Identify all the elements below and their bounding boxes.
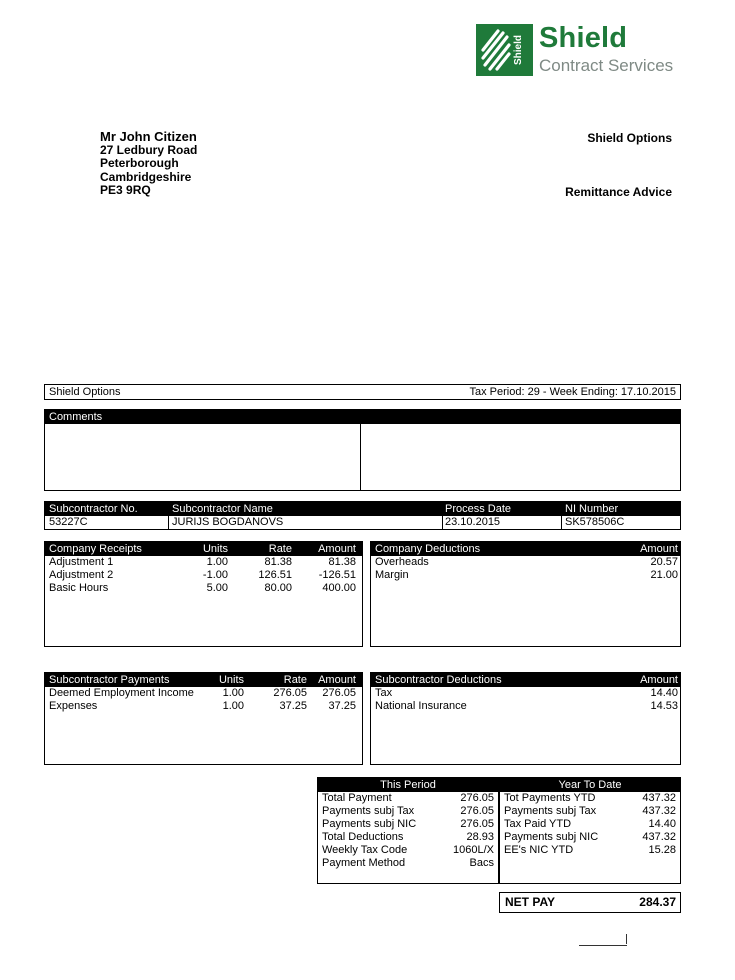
table-row — [500, 831, 680, 844]
table-row — [371, 569, 680, 582]
table-cell: Basic Hours — [49, 582, 109, 594]
shield-logo-mark-icon — [476, 24, 533, 76]
logo-vertical-text: Shield — [513, 34, 524, 66]
table-cell: Weekly Tax Code — [322, 844, 408, 856]
table-cell: 1060L/X — [453, 844, 494, 856]
table-row — [500, 844, 680, 857]
table-row — [371, 687, 680, 700]
table-row — [45, 700, 362, 713]
table-row — [45, 687, 362, 700]
table-row — [45, 582, 362, 595]
comments-divider — [360, 424, 361, 490]
table-row — [45, 569, 362, 582]
company-deductions-header — [371, 542, 680, 556]
table-cell: Total Payment — [322, 792, 392, 804]
this-period-box — [317, 777, 499, 884]
subcontractor-deductions-header — [371, 673, 680, 687]
table-cell: 80.00 — [264, 582, 292, 594]
brand-tagline: Contract Services — [539, 56, 674, 75]
table-cell: Payments subj Tax — [322, 805, 415, 817]
process-date: 23.10.2015 — [445, 516, 501, 528]
address-line: 27 Ledbury Road — [100, 142, 198, 157]
subcontractor-deductions-title: Subcontractor Deductions — [375, 674, 502, 686]
subcontractor-payments-box — [44, 672, 363, 765]
table-cell: 276.05 — [460, 805, 494, 817]
table-cell: Tax Paid YTD — [504, 818, 572, 830]
table-row — [500, 805, 680, 818]
subcontractor-no: 53227C — [49, 516, 88, 528]
table-cell: Payment Method — [322, 857, 406, 869]
table-cell: Adjustment 1 — [49, 556, 114, 568]
corner-mark-tick — [626, 934, 627, 944]
table-cell: 1.00 — [222, 700, 244, 712]
this-period-header: This Period — [318, 778, 498, 792]
recipient-name: Mr John Citizen — [100, 129, 197, 144]
table-cell: Margin — [375, 569, 409, 581]
brand-name: Shield — [539, 22, 628, 54]
net-pay-label: NET PAY — [505, 895, 556, 909]
company-receipts-box — [44, 541, 363, 647]
comments-box — [44, 409, 681, 491]
table-cell: Tax — [375, 687, 393, 699]
col-amount: Amount — [318, 674, 356, 686]
subcontractor-info — [44, 501, 681, 530]
table-cell: 1.00 — [206, 556, 228, 568]
col-ni-number: NI Number — [565, 503, 619, 515]
table-cell: 14.40 — [648, 818, 676, 830]
company-deductions-title: Company Deductions — [375, 543, 481, 555]
col-process-date: Process Date — [445, 503, 512, 515]
table-cell: 276.05 — [322, 687, 356, 699]
subcontractor-info-row — [45, 516, 680, 529]
net-pay-value: 284.37 — [639, 895, 676, 909]
table-cell: 276.05 — [460, 792, 494, 804]
table-cell: 437.32 — [642, 805, 676, 817]
table-cell: 14.53 — [650, 700, 678, 712]
table-row — [318, 818, 498, 831]
year-to-date-header: Year To Date — [500, 778, 680, 792]
tax-period: Tax Period: 29 - Week Ending: 17.10.2015 — [469, 386, 676, 398]
table-cell: 21.00 — [650, 569, 678, 581]
table-cell: 437.32 — [642, 792, 676, 804]
table-cell: Payments subj NIC — [322, 818, 417, 830]
col-subcontractor-no: Subcontractor No. — [49, 503, 138, 515]
table-row — [318, 831, 498, 844]
document-title: Remittance Advice — [565, 185, 672, 199]
subcontractor-deductions-box — [370, 672, 681, 765]
company-receipts-header — [45, 542, 362, 556]
table-row — [500, 818, 680, 831]
address-line: Peterborough — [100, 156, 179, 170]
table-cell: 15.28 — [648, 844, 676, 856]
subcontractor-info-header — [45, 502, 680, 516]
table-cell: Tot Payments YTD — [504, 792, 596, 804]
table-cell: Deemed Employment Income — [49, 687, 194, 699]
table-cell: 14.40 — [650, 687, 678, 699]
table-row — [371, 700, 680, 713]
table-cell: Total Deductions — [322, 831, 404, 843]
col-rate: Rate — [268, 543, 292, 555]
table-cell: Expenses — [49, 700, 98, 712]
subcontractor-payments-title: Subcontractor Payments — [49, 674, 170, 686]
table-cell: 276.05 — [273, 687, 307, 699]
table-cell: 81.38 — [264, 556, 292, 568]
comments-title: Comments — [49, 411, 103, 423]
table-cell: Overheads — [375, 556, 429, 568]
comments-header — [45, 410, 680, 424]
col-rate: Rate — [283, 674, 307, 686]
table-cell: Bacs — [469, 857, 494, 869]
year-to-date-box — [499, 777, 681, 884]
table-row — [371, 556, 680, 569]
subcontractor-name: JURIJS BOGDANOVS — [172, 516, 284, 528]
table-cell: 37.25 — [328, 700, 356, 712]
table-cell: -126.51 — [318, 569, 356, 581]
table-row — [318, 805, 498, 818]
address-line: PE3 9RQ — [100, 183, 151, 197]
table-cell: -1.00 — [202, 569, 228, 581]
table-row — [318, 792, 498, 805]
table-row — [318, 857, 498, 870]
subcontractor-payments-header — [45, 673, 362, 687]
table-row — [318, 844, 498, 857]
col-units: Units — [202, 543, 228, 555]
table-cell: 126.51 — [258, 569, 292, 581]
company-label: Shield Options — [587, 131, 672, 145]
table-cell: 437.32 — [642, 831, 676, 843]
company-logo — [476, 24, 686, 80]
table-cell: EE's NIC YTD — [504, 844, 574, 856]
table-cell: 81.38 — [328, 556, 356, 568]
col-units: Units — [218, 674, 244, 686]
company-receipts-title: Company Receipts — [49, 543, 142, 555]
table-row — [500, 792, 680, 805]
table-cell: 5.00 — [206, 582, 228, 594]
period-bar-company: Shield Options — [49, 386, 121, 398]
col-amount: Amount — [318, 543, 356, 555]
company-deductions-box — [370, 541, 681, 647]
table-cell: 276.05 — [460, 818, 494, 830]
table-cell: Adjustment 2 — [49, 569, 114, 581]
table-cell: National Insurance — [375, 700, 467, 712]
recipient-address — [100, 130, 197, 198]
table-cell: 400.00 — [322, 582, 356, 594]
net-pay-box — [499, 892, 681, 913]
col-amount: Amount — [640, 543, 678, 555]
table-cell: 28.93 — [466, 831, 494, 843]
corner-mark — [579, 943, 627, 946]
table-cell: 20.57 — [650, 556, 678, 568]
col-amount: Amount — [640, 674, 678, 686]
ni-number: SK578506C — [565, 516, 625, 528]
table-cell: 37.25 — [279, 700, 307, 712]
table-cell: Payments subj NIC — [504, 831, 599, 843]
period-bar — [44, 384, 681, 400]
address-line: Cambridgeshire — [100, 169, 192, 184]
table-row — [45, 556, 362, 569]
col-subcontractor-name: Subcontractor Name — [172, 503, 273, 515]
table-cell: 1.00 — [222, 687, 244, 699]
table-cell: Payments subj Tax — [504, 805, 597, 817]
